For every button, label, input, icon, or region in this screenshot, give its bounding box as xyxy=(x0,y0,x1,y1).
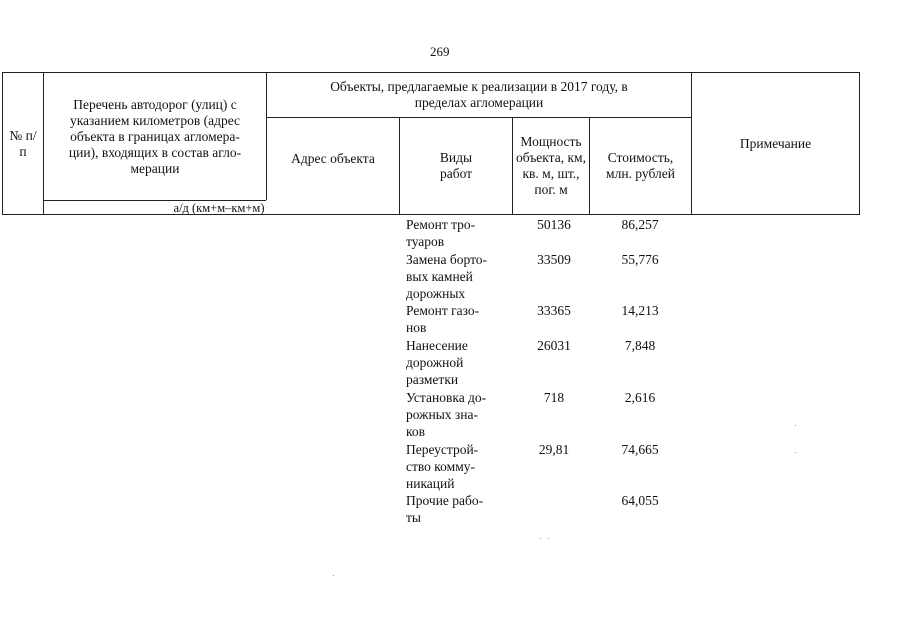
page-number: 269 xyxy=(430,44,450,59)
cost-cell: 2,616 xyxy=(624,390,656,405)
scan-speck xyxy=(795,452,796,453)
cost-cell: 64,055 xyxy=(621,493,659,508)
capacity-cell: 29,81 xyxy=(538,442,570,457)
header-objects: Объекты, предлагаемые к реализации в 2017 году, в пределах агломерации xyxy=(330,79,628,110)
cost-cell: 55,776 xyxy=(621,252,659,267)
capacity-cell: 50136 xyxy=(537,217,571,232)
work-type-cell: Нанесение дорожной разметки xyxy=(406,338,468,387)
cost-cell: 7,848 xyxy=(624,338,656,353)
header-note: Примечание xyxy=(739,135,812,151)
capacity-cell: 718 xyxy=(543,390,565,405)
work-type-cell: Переустрой- ство комму- никаций xyxy=(406,442,479,491)
header-capacity: Мощность объекта, км, кв. м, шт., пог. м xyxy=(516,134,586,197)
header-address: Адрес объекта xyxy=(291,151,375,166)
header-roads: Перечень автодорог (улиц) с указанием километров (адрес объекта в границах агломера-ции), входящих в состав агло-мерации xyxy=(68,96,242,176)
header-work-type: Виды работ xyxy=(439,150,473,181)
scan-speck xyxy=(795,425,796,426)
cost-cell: 14,213 xyxy=(621,303,659,318)
capacity-cell: 33509 xyxy=(537,252,571,267)
work-type-cell: Ремонт газо- нов xyxy=(406,303,480,335)
table-header xyxy=(2,72,860,215)
scan-speck xyxy=(540,538,541,539)
cost-cell: 86,257 xyxy=(621,217,659,232)
header-num: № п/п xyxy=(9,127,37,159)
work-type-cell: Ремонт тро- туаров xyxy=(406,217,476,249)
work-type-cell: Прочие рабо- ты xyxy=(406,493,484,525)
cost-cell: 74,665 xyxy=(621,442,659,457)
header-road-format: а/д (км+м–км+м) xyxy=(173,200,265,215)
work-type-cell: Установка до- рожных зна- ков xyxy=(406,390,487,439)
scan-speck xyxy=(548,538,549,539)
scan-speck xyxy=(333,575,334,576)
capacity-cell: 26031 xyxy=(537,338,571,353)
header-cost: Стоимость, млн. рублей xyxy=(606,150,675,181)
work-type-cell: Замена борто- вых камней дорожных xyxy=(406,252,488,301)
capacity-cell: 33365 xyxy=(537,303,571,318)
